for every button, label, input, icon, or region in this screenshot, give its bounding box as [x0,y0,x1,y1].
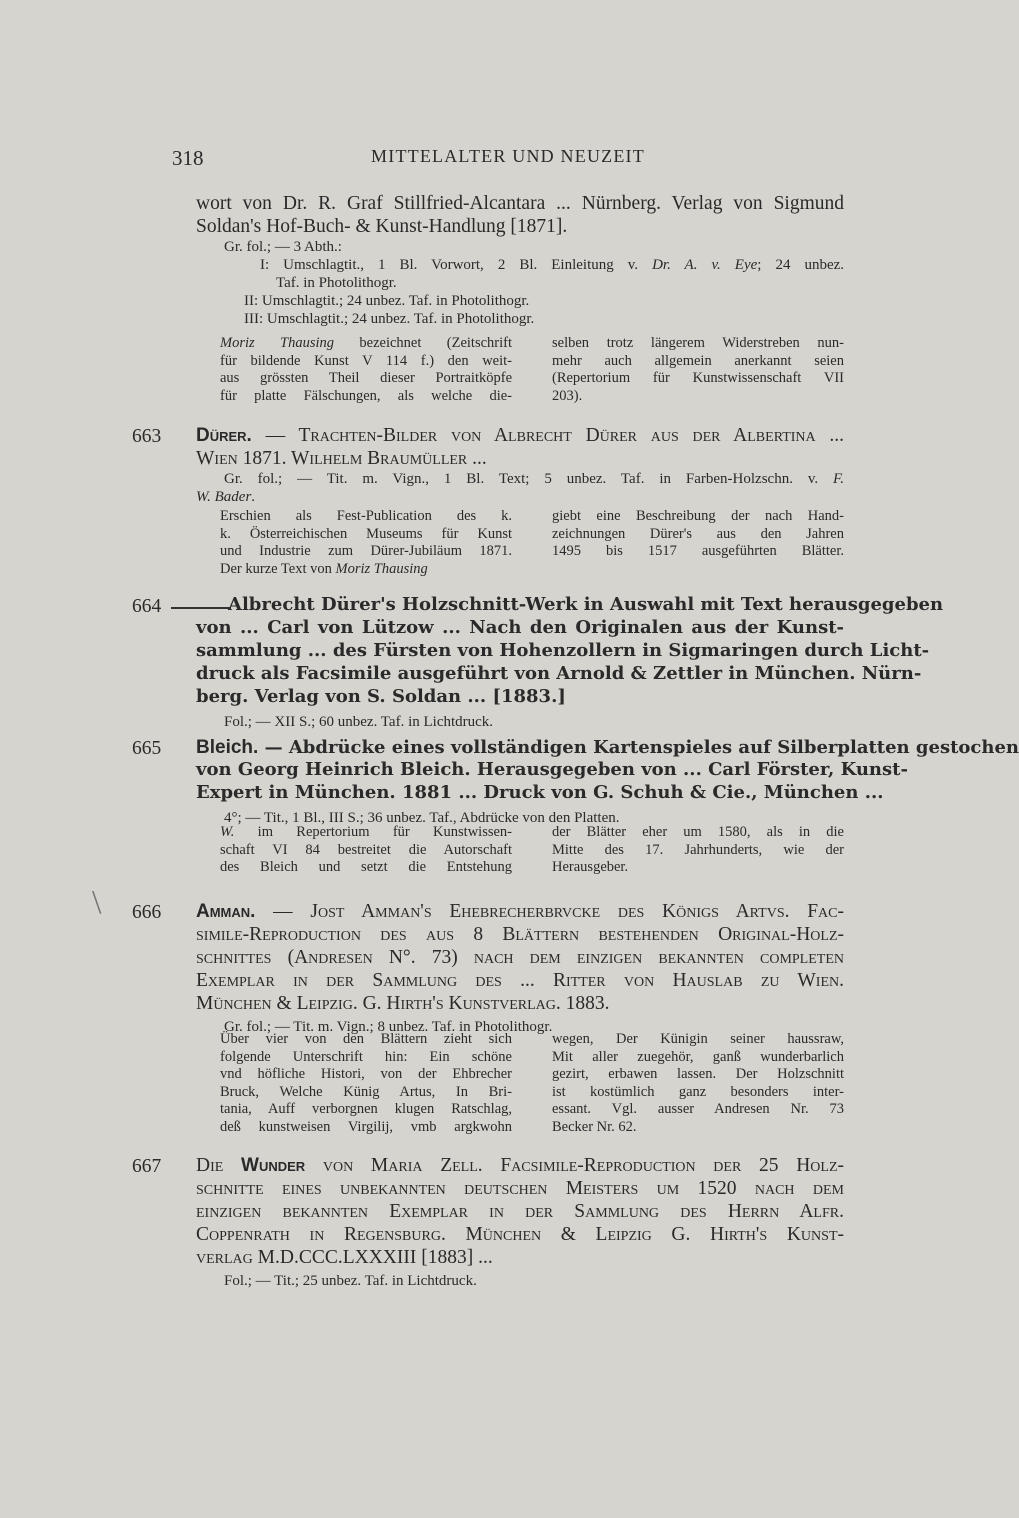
entry-line: Coppenrath in Regensburg. München & Leipzig G. Hirth's Kunst- [196,1224,844,1245]
entry-663 [196,426,844,508]
entry-line: berg. Verlag von S. Soldan ... [1883.] [196,686,566,707]
entry-line: schnittes (Andresen N°. 73) nach dem einzigen bekannten completen [196,947,844,968]
format-line: W. Bader. [196,489,256,505]
format-line: Gr. fol.; — Tit. m. Vign.; 8 unbez. Taf. in Photolithogr. [224,1019,553,1035]
note-right: selben trotz längerem Widerstreben nun- mehr auch allgemein anerkannt seien (Repertorium für Kunstwissenschaft VII 203). [552,335,844,404]
running-head: MITTELALTER UND NEUZEIT [371,146,645,166]
note-columns: W. im Repertorium für Kunstwissen- schaft VI 84 bestreitet die Autorschaft des Bleich und setzt die Entstehung der Blätter eher um 1580, als in die Mitte des 17. Jahrhunderts, wie der Herausgeber. [220,824,844,875]
entry-line: einzigen bekannten Exemplar in der Sammlung des Herrn Alfr. [196,1201,844,1222]
entry-line: von Georg Heinrich Bleich. Herausgegeben von ... Carl Förster, Kunst- [196,759,908,780]
note-columns: Erschien als Fest-Publication des k. k. Österreichischen Museums für Kunst und Industrie zum Dürer-Jubiläum 1871. Der kurze Text von Moriz Thausing giebt eine Beschreibung der nach Hand- zeichnungen Dürer's aus den Jahren 1495 bis 1517 ausgeführten Blätter. [220,508,844,577]
entry-665 [196,737,1019,829]
entry-number: 667 [132,1156,162,1177]
format-line: Taf. in Photolithogr. [276,275,397,291]
note-columns [220,336,844,406]
format-line: Gr. fol.; — Tit. m. Vign., 1 Bl. Text; 5 unbez. Taf. in Farben-Holzschn. v. F. [224,471,845,487]
format-line: II: Umschlagtit.; 24 unbez. Taf. in Photolithogr. [244,293,530,309]
note-left: Moriz Thausing bezeichnet (Zeitschrift für bildende Kunst V 114 f.) den weit- aus grössten Theil dieser Portraitköpfe für platte Fälschungen, als welche die- [220,335,512,404]
entry-664 [196,594,944,733]
entry-line: Dürer. — Trachten-Bilder von Albrecht Dürer aus der Albertina ... [196,425,844,446]
format-line: I: Umschlagtit., 1 Bl. Vorwort, 2 Bl. Einleitung v. Dr. A. v. Eye; 24 unbez. [260,257,845,273]
entry-line: Bleich. — Abdrücke eines vollständigen Kartenspieles auf Silberplatten gestochen [196,737,1019,758]
entry-line: Expert in München. 1881 ... Druck von G. Schuh & Cie., München ... [196,782,884,803]
entry-line: wort von Dr. R. Graf Stillfried-Alcantara ... Nürnberg. Verlag von Sigmund [196,193,844,214]
entry-line: München & Leipzig. G. Hirth's Kunstverlag. 1883. [196,993,610,1014]
entry-line: Die Wunder von Maria Zell. Facsimile-Reproduction der 25 Holz- [196,1155,845,1176]
entry-667 [196,1156,844,1292]
format-line: Fol.; — Tit.; 25 unbez. Taf. in Lichtdruck. [224,1273,477,1289]
entry-line: druck als Facsimile ausgeführt von Arnold & Zettler in München. Nürn- [196,663,922,684]
entry-line: verlag M.D.CCC.LXXXIII [1883] ... [196,1247,493,1268]
format-line: Gr. fol.; — 3 Abth.: [224,239,342,255]
format-line: Fol.; — XII S.; 60 unbez. Taf. in Lichtdruck. [224,714,494,730]
entry-line: von ... Carl von Lützow ... Nach den Originalen aus der Kunst- [196,617,844,638]
entry-666 [196,902,844,1038]
margin-pencil-mark: \ [92,884,102,921]
entry-line: Wien 1871. Wilhelm Braumüller ... [196,448,487,469]
entry-number: 666 [132,902,162,923]
entry-number: 665 [132,738,162,759]
entry-line: sammlung ... des Fürsten von Hohenzollern in Sigmaringen durch Licht- [196,640,930,661]
continued-entry [196,194,844,330]
entry-line: schnitte eines unbekannten deutschen Meisters um 1520 nach dem [196,1178,844,1199]
entry-line: Amman. — Jost Amman's Ehebrecherbrvcke des Königs Artvs. Fac- [196,901,844,922]
entry-line: Exemplar in der Sammlung des ... Ritter von Hauslab zu Wien. [196,970,844,991]
entry-number: 664 [132,596,245,618]
page-header [172,146,844,172]
entry-line: Albrecht Dürer's Holzschnitt-Werk in Auswahl mit Text herausgegeben [228,594,944,615]
format-line: III: Umschlagtit.; 24 unbez. Taf. in Photolithogr. [244,311,535,327]
entry-line: simile-Reproduction des aus 8 Blättern bestehenden Original-Holz- [196,924,844,945]
entry-line: Soldan's Hof-Buch- & Kunst-Handlung [1871]. [196,216,568,237]
entry-number: 663 [132,426,162,447]
note-columns: Über vier von den Blättern zieht sich folgende Unterschrift hin: Ein schöne vnd höfliche Histori, von der Ehbrecher Bruck, Welche Künig Artus, In Bri- tania, Auff verborgnen klugen Ratschlag, deß kunstweisen Virgilij, vmb argkwohn wegen, Der Künigin seiner haussraw, Mit aller zuegehör, ganß wunderbarlich gezirt, erbawen lassen. Der Holzschnitt ist kostümlich ganz besonders inter- essant. Vgl. ausser Andresen Nr. 73 Becker Nr. 62. [220,1031,844,1135]
page-number: 318 [172,146,204,170]
format-line: 4°; — Tit., 1 Bl., III S.; 36 unbez. Taf., Abdrücke von den Platten. [224,810,620,826]
